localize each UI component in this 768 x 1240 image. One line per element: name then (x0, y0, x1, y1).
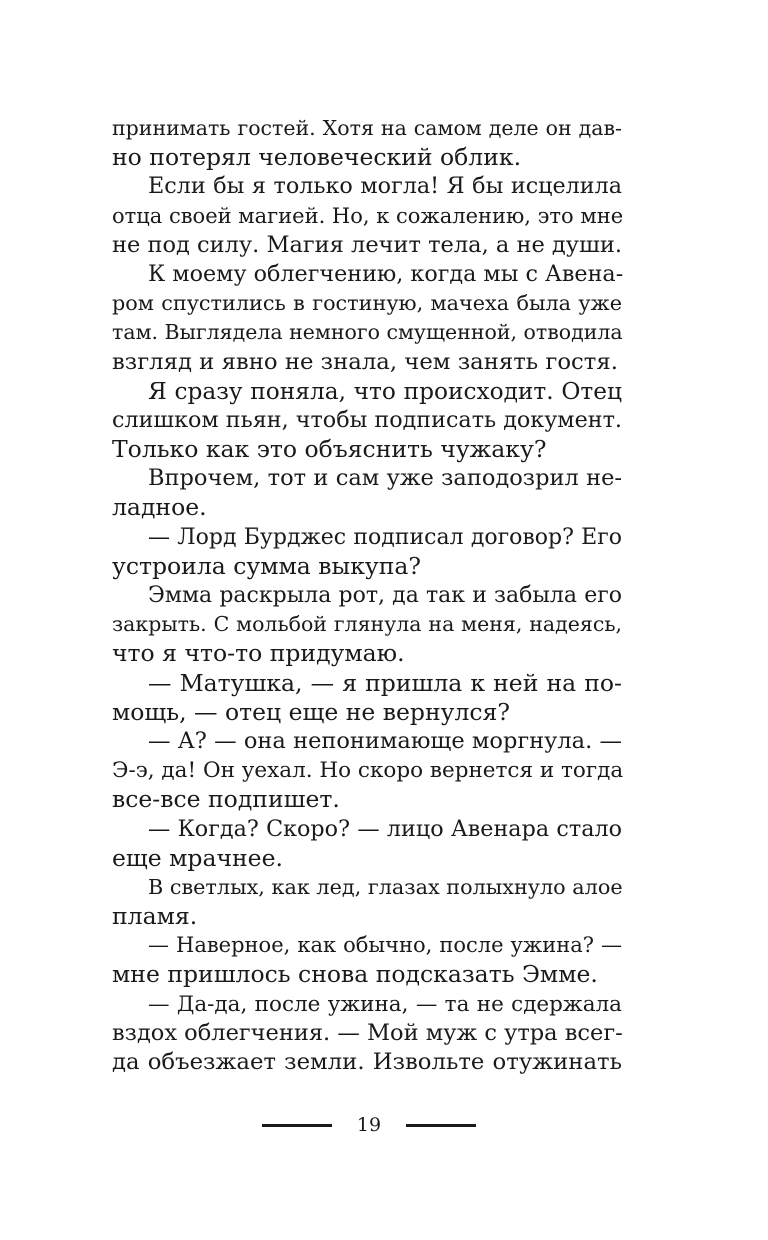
text-line: — Да-да, после ужина, — та не сдержала (148, 991, 622, 1017)
text-line: Э-э, да! Он уехал. Но скоро вернется и тогда (112, 758, 624, 784)
text-line: — Когда? Скоро? — лицо Авенара стало (148, 815, 622, 842)
text-line: но потерял человеческий облик. (112, 143, 522, 172)
text-line: не под силу. Магия лечит тела, а не души. (112, 231, 623, 258)
text-line: там. Выглядела немного смущенной, отводила (112, 320, 623, 345)
text-line: закрыть. С мольбой глянула на меня, надеясь, (112, 612, 622, 637)
text-line: мне пришлось снова подсказать Эмме. (112, 960, 598, 989)
text-line: слишком пьян, чтобы подписать документ. (112, 406, 622, 433)
text-line: мощь, — отец еще не вернулся? (112, 697, 510, 726)
text-line: устроила сумма выкупа? (112, 551, 421, 580)
text-line: еще мрачнее. (112, 843, 283, 872)
text-line: ром спустились в гостиную, мачеха была уже (112, 291, 622, 316)
text-line: Только как это объяснить чужаку? (112, 435, 547, 464)
text-line: Я сразу поняла, что происходит. Отец (148, 377, 622, 405)
text-line: да объезжает земли. Извольте отужинать (112, 1049, 622, 1075)
text-line: что я что-то придумаю. (112, 639, 405, 668)
text-line: все-все подпишет. (112, 785, 340, 814)
text-line: — Лорд Бурджес подписал договор? Его (148, 524, 622, 550)
text-line: — Наверное, как обычно, после ужина? — (148, 933, 622, 958)
page-text (112, 114, 622, 1077)
text-line: Если бы я только могла! Я бы исцелила (148, 173, 622, 200)
text-line: взгляд и явно не знала, чем занять гостя. (112, 348, 618, 375)
text-line: Впрочем, тот и сам уже заподозрил не- (148, 465, 622, 492)
text-line: — А? — она непонимающе моргнула. — (148, 727, 622, 754)
text-line: К моему облегчению, когда мы с Авена- (148, 260, 624, 287)
text-line: отца своей магией. Но, к сожалению, это мне (112, 203, 624, 228)
text-line: пламя. (112, 902, 198, 931)
footer-rule-left (262, 1124, 332, 1127)
text-line: — Матушка, — я пришла к ней на по- (148, 668, 622, 697)
text-line: принимать гостей. Хотя на самом деле он дав- (112, 116, 622, 140)
text-line: вздох облегчения. — Мой муж с утра всег- (112, 1019, 623, 1046)
page-number: 19 (356, 1114, 382, 1136)
text-line: В светлых, как лед, глазах полыхнуло алое (148, 874, 623, 899)
text-line: Эмма раскрыла рот, да так и забыла его (148, 583, 622, 608)
footer-rule-right (406, 1124, 476, 1127)
text-line: ладное. (112, 493, 207, 522)
page-footer (0, 1112, 768, 1140)
